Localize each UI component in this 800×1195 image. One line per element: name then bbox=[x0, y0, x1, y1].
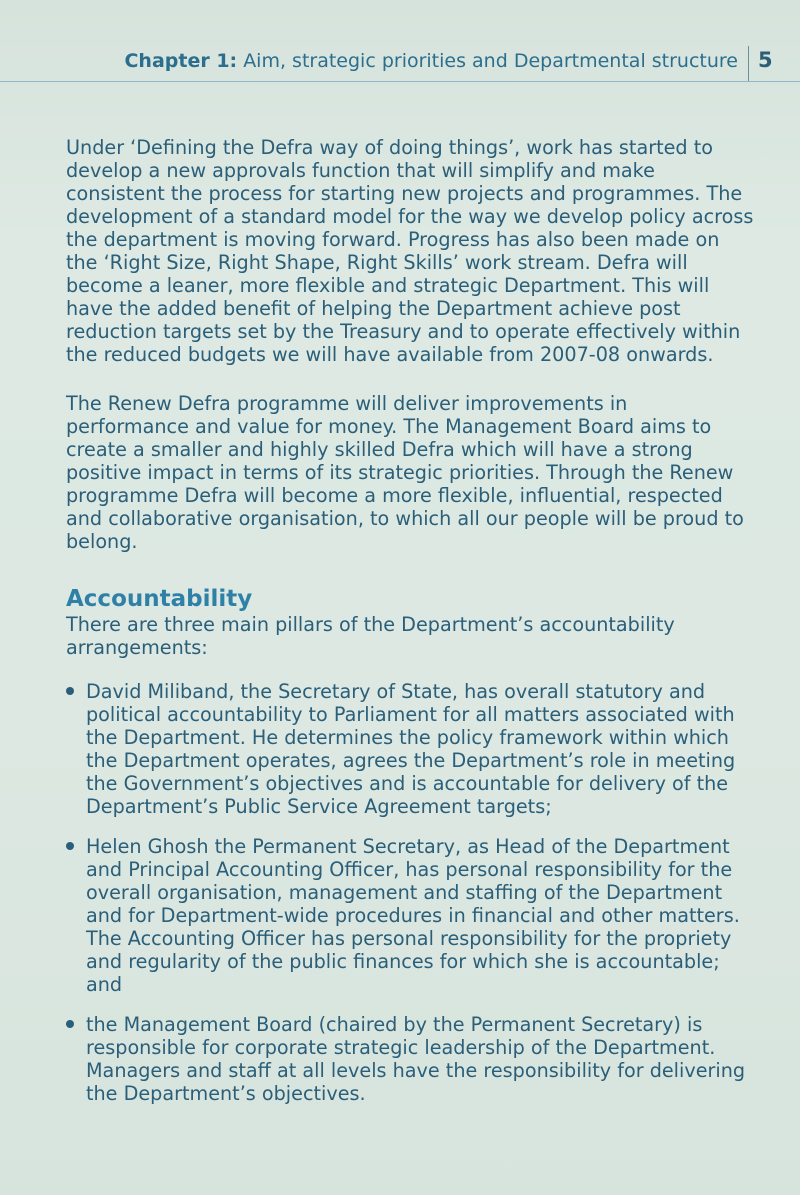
header-rule bbox=[0, 81, 800, 82]
running-header bbox=[0, 0, 800, 82]
accountability-intro: There are three main pillars of the Department’s accountability arrangements: bbox=[66, 613, 675, 659]
list-item-text: the Management Board (chaired by the Permanent Secretary) is responsible for corporate strategic leadership of the Department. Managers and staff at all levels have the responsibility for delivering the Department’s objectives. bbox=[86, 1013, 746, 1105]
chapter-title-text: Aim, strategic priorities and Departmental structure bbox=[243, 50, 738, 72]
chapter-label: Chapter 1: bbox=[124, 50, 238, 72]
list-item-text: Helen Ghosh the Permanent Secretary, as Head of the Department and Principal Accounting Officer, has personal responsibility for the overall organisation, management and staffing of the Department and for Department-wide procedures in financial and other matters. The Accounting Officer has personal responsibility for the propriety and regularity of the public finances for which she is accountable; and bbox=[86, 835, 740, 996]
header-separator bbox=[748, 46, 749, 82]
main-content bbox=[66, 136, 756, 1105]
paragraph-2: The Renew Defra programme will deliver improvements in performance and value for money. The Management Board aims to create a smaller and highly skilled Defra which will have a strong positive impact in terms of its strategic priorities. Through the Renew programme Defra will become a more flexible, influential, respected and collaborative organisation, to which all our people will be proud to belong. bbox=[66, 392, 744, 553]
section-heading-accountability: Accountability bbox=[66, 586, 253, 612]
list-item-text: David Miliband, the Secretary of State, has overall statutory and political accountability to Parliament for all matters associated with the Department. He determines the policy framework within which the Department operates, agrees the Department’s role in meeting the Government’s objectives and is accountable for delivery of the Department’s Public Service Agreement targets; bbox=[86, 680, 736, 818]
accountability-list bbox=[66, 680, 756, 1105]
bullet-icon bbox=[66, 842, 74, 850]
chapter-title bbox=[124, 50, 738, 72]
bullet-icon bbox=[66, 1020, 74, 1028]
page-number: 5 bbox=[758, 48, 773, 72]
list-item bbox=[66, 680, 756, 818]
list-item bbox=[66, 1013, 756, 1105]
bullet-icon bbox=[66, 687, 74, 695]
list-item bbox=[66, 835, 756, 996]
paragraph-1: Under ‘Defining the Defra way of doing things’, work has started to develop a new approvals function that will simplify and make consistent the process for starting new projects and programmes. The development of a standard model for the way we develop policy across the department is moving forward. Progress has also been made on the ‘Right Size, Right Shape, Right Skills’ work stream. Defra will become a leaner, more flexible and strategic Department. This will have the added benefit of helping the Department achieve post reduction targets set by the Treasury and to operate effectively within the reduced budgets we will have available from 2007-08 onwards. bbox=[66, 136, 754, 366]
